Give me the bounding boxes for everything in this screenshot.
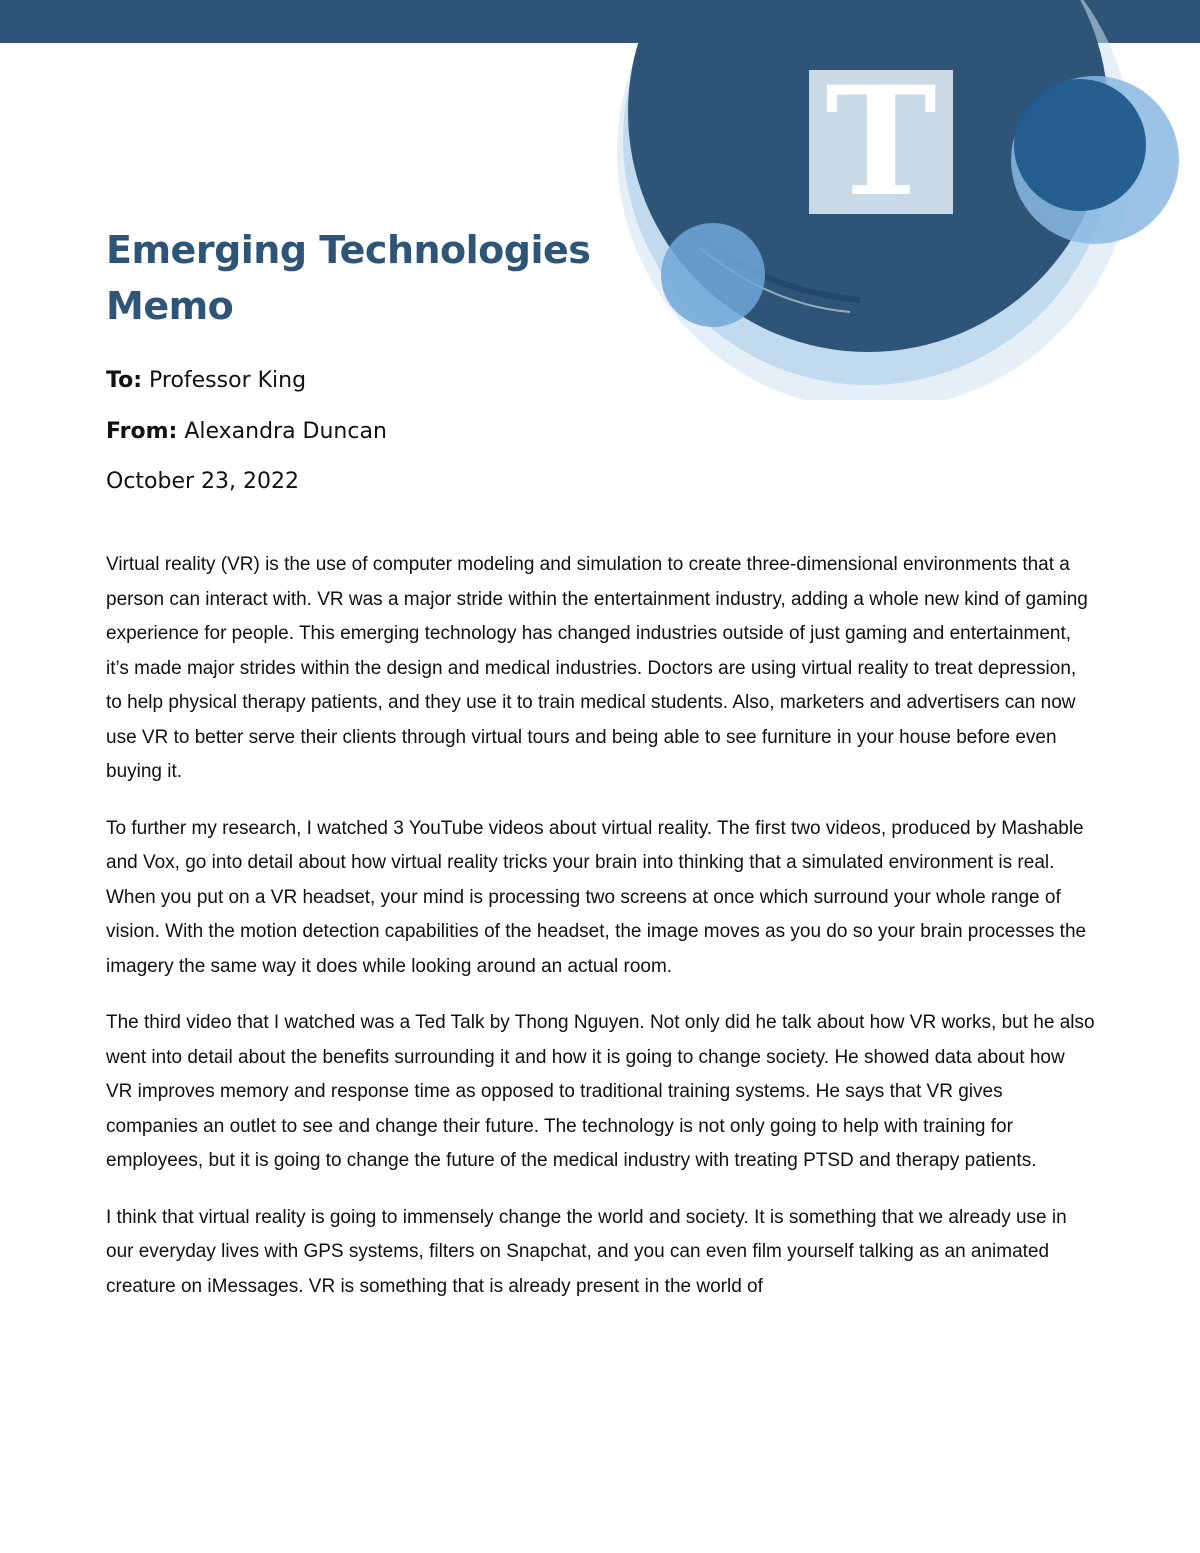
body-paragraph: To further my research, I watched 3 YouTube videos about virtual reality. The first two videos, produced by Mashable and Vox, go into detail about how virtual reality tricks your brain into thinking that a simulated environment is real. When you put on a VR headset, your mind is processing two screens at once which surround your whole range of vision. With the motion detection capabilities of the headset, the image moves as you do so your brain processes the imagery the same way it does while looking around an actual room. bbox=[106, 817, 1087, 977]
memo-title-line2: Memo bbox=[106, 284, 234, 328]
memo-body bbox=[106, 548, 1096, 1326]
logo-letter: T bbox=[825, 54, 937, 230]
to-value: Professor King bbox=[149, 368, 307, 393]
logo bbox=[809, 54, 953, 230]
left-accent-circle bbox=[661, 223, 765, 327]
decorative-circles bbox=[0, 0, 1200, 400]
body-paragraph: I think that virtual reality is going to immensely change the world and society. It is something that we already use in our everyday lives with GPS systems, filters on Snapchat, and you can even film yourself talking as an animated creature on iMessages. VR is something that is already present in the world of bbox=[106, 1206, 1067, 1297]
memo-date: October 23, 2022 bbox=[106, 469, 300, 494]
from-line bbox=[106, 417, 387, 447]
memo-title bbox=[106, 222, 590, 334]
to-label: To: bbox=[106, 368, 142, 393]
body-paragraph: The third video that I watched was a Ted Talk by Thong Nguyen. Not only did he talk about how VR works, but he also went into detail about the benefits surrounding it and how it is going to change society. He showed data about how VR improves memory and response time as opposed to traditional training systems. He says that VR gives companies an outlet to see and change their future. The technology is not only going to help with training for employees, but it is going to change the future of the medical industry with treating PTSD and therapy patients. bbox=[106, 1012, 1095, 1171]
from-label: From: bbox=[106, 419, 178, 444]
body-paragraph: Virtual reality (VR) is the use of computer modeling and simulation to create three-dimensional environments that a person can interact with. VR was a major stride within the entertainment industry, adding a whole new kind of gaming experience for people. This emerging technology has changed industries outside of just gaming and entertainment, it’s made major strides within the design and medical industries. Doctors are using virtual reality to treat depression, to help physical therapy patients, and they use it to train medical students. Also, marketers and advertisers can now use VR to better serve their clients through virtual tours and being able to see furniture in your house before even buying it. bbox=[106, 554, 1088, 782]
from-value: Alexandra Duncan bbox=[184, 419, 387, 444]
to-line bbox=[106, 366, 306, 396]
memo-title-line1: Emerging Technologies bbox=[106, 228, 591, 272]
right-accent-inner-circle bbox=[1014, 79, 1146, 211]
